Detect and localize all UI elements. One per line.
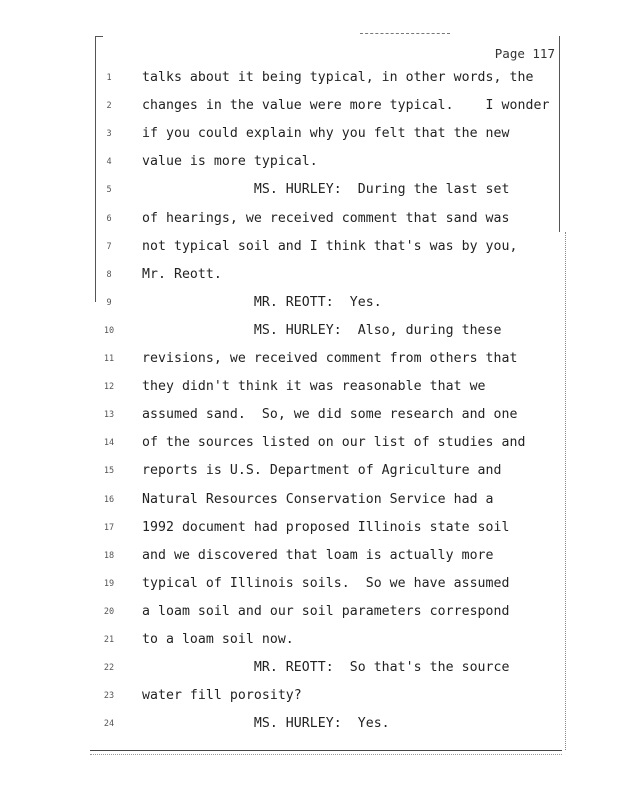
transcript-line: talks about it being typical, in other words, the (142, 70, 534, 85)
line-number: 24 (103, 719, 115, 730)
transcript-line: to a loam soil now. (142, 632, 294, 647)
line-number: 12 (103, 382, 115, 393)
transcript-line: water fill porosity? (142, 688, 302, 704)
transcript-line: value is more typical. (142, 154, 318, 170)
line-number: 6 (106, 213, 112, 224)
line-number: 2 (106, 101, 112, 112)
line-number: 5 (106, 185, 112, 196)
transcript-line: they didn't think it was reasonable that we (142, 379, 486, 395)
page-number: Page 117 (494, 46, 555, 61)
line-number: 7 (106, 241, 112, 252)
transcript-line: MS. HURLEY: Yes. (142, 716, 390, 732)
transcript-line: of the sources listed on our list of studies and (142, 435, 526, 451)
line-number: 3 (106, 129, 112, 140)
transcript-line: MR. REOTT: Yes. (142, 294, 382, 310)
transcript-line: not typical soil and I think that's was by you, (142, 238, 518, 254)
line-number: 15 (103, 466, 115, 477)
transcript-line: Mr. Reott. (142, 266, 222, 282)
line-number: 10 (103, 325, 115, 336)
scan-top-mark (360, 33, 450, 34)
line-number: 18 (103, 550, 115, 561)
transcript-line: a loam soil and our soil parameters correspond (142, 603, 510, 619)
transcript-line: MS. HURLEY: Also, during these (142, 322, 502, 338)
line-number: 1 (106, 73, 112, 83)
line-number: 9 (106, 297, 112, 308)
transcript-line: of hearings, we received comment that sand was (142, 210, 510, 226)
transcript-line: 1992 document had proposed Illinois state soil (142, 519, 510, 535)
line-number: 4 (106, 157, 112, 168)
line-number: 23 (103, 691, 115, 702)
line-number: 22 (103, 663, 115, 674)
line-number: 19 (103, 578, 115, 589)
transcript-line: Natural Resources Conservation Service had a (142, 491, 494, 507)
transcript-line: assumed sand. So, we did some research and one (142, 407, 518, 423)
line-number: 16 (103, 494, 115, 505)
transcript-line: revisions, we received comment from others that (142, 351, 518, 366)
transcript-line: changes in the value were more typical. I wonder (142, 98, 550, 114)
line-number: 17 (103, 522, 115, 533)
line-number: 20 (103, 606, 115, 617)
transcript-line: MR. REOTT: So that's the source (142, 660, 510, 676)
page-frame-bottom-rule (90, 750, 562, 751)
line-number: 21 (103, 635, 115, 645)
page-frame-bottom-speckle (90, 754, 562, 755)
page-frame-right-edge (565, 232, 566, 750)
transcript-line: typical of Illinois soils. So we have assumed (142, 575, 510, 591)
page-frame-top-tick (95, 36, 103, 37)
line-number: 8 (106, 269, 112, 280)
line-number: 11 (103, 354, 115, 364)
transcript-line: MS. HURLEY: During the last set (142, 182, 510, 198)
line-number: 14 (103, 438, 115, 449)
transcript-line: and we discovered that loam is actually more (142, 547, 494, 563)
line-number: 13 (103, 410, 115, 421)
transcript-line: if you could explain why you felt that the new (142, 126, 510, 142)
transcript-line: reports is U.S. Department of Agriculture and (142, 463, 502, 479)
